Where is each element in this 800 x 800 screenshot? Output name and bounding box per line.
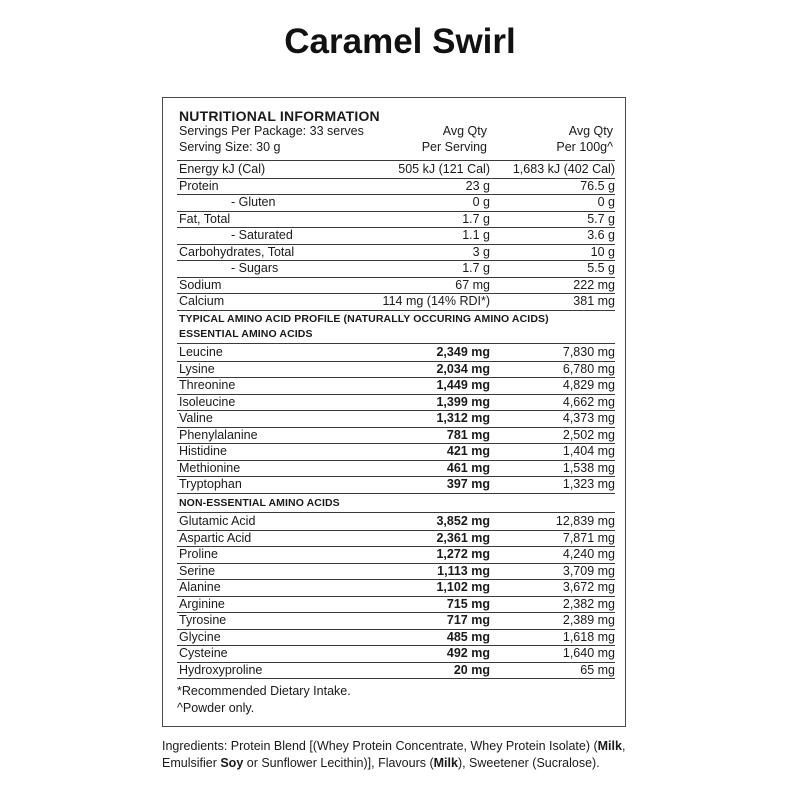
essential-amino-heading: ESSENTIAL AMINO ACIDS [179,328,313,340]
nutrient-per-serving: 1.1 g [462,228,490,242]
amino-per-100g: 4,662 mg [562,394,615,409]
amino-name: Glycine [179,629,221,644]
amino-name: Alanine [179,580,221,594]
amino-per-serving: 461 mg [446,460,490,475]
nutrient-row [177,227,615,245]
amino-row [177,579,615,597]
nutrient-per-serving: 67 mg [455,277,490,292]
amino-per-100g: 2,389 mg [562,613,615,627]
nutrient-name: - Saturated [231,228,293,242]
amino-name: Proline [179,547,218,561]
amino-row [177,645,615,663]
amino-row [177,596,615,614]
amino-row [177,476,615,494]
nutrient-row [177,211,615,229]
amino-per-100g: 3,672 mg [562,580,615,594]
col-header-serving-line1: Avg Qty [442,124,487,138]
nutrient-per-100g: 222 mg [573,277,615,292]
amino-name: Threonine [179,378,236,392]
amino-name: Serine [179,563,216,578]
amino-name: Leucine [179,345,223,359]
amino-per-100g: 4,829 mg [562,378,615,392]
nutrient-per-100g: 381 mg [573,294,615,308]
ingredients-part: or Sunflower Lecithin)], Flavours ( [243,756,434,770]
amino-row [177,377,615,395]
amino-per-serving: 715 mg [446,596,490,611]
amino-per-100g: 1,538 mg [562,460,615,475]
amino-name: Arginine [179,596,225,611]
amino-row [177,612,615,630]
allergen-milk: Milk [597,739,622,753]
amino-name: Valine [179,411,213,425]
ingredients-part: Ingredients: Protein Blend [(Whey Protein Concentrate, Whey Protein Isolate) ( [162,739,598,753]
nutrient-per-100g: 5.7 g [587,211,615,226]
amino-per-100g: 1,404 mg [562,444,615,458]
amino-per-100g: 2,382 mg [562,596,615,611]
amino-per-serving: 397 mg [446,477,490,491]
amino-per-100g: 4,240 mg [562,547,615,561]
nutrient-name: Sodium [179,277,222,292]
amino-name: Tryptophan [179,477,242,491]
amino-row [177,563,615,581]
amino-per-100g: 6,780 mg [562,361,615,376]
nutrition-panel [162,97,626,727]
serving-size: Serving Size: 30 g [179,140,281,154]
nutrient-name: - Sugars [231,261,279,275]
nutrient-row [177,277,615,295]
allergen-soy: Soy [220,756,244,770]
amino-name: Histidine [179,444,227,458]
nutrient-per-serving: 0 g [472,195,490,209]
amino-name: Methionine [179,460,241,475]
amino-profile-heading: TYPICAL AMINO ACID PROFILE (NATURALLY OCCURING AMINO ACIDS) [179,313,549,325]
servings-per-package: Servings Per Package: 33 serves [179,124,364,138]
amino-per-serving: 1,399 mg [436,394,490,409]
amino-row [177,512,615,531]
amino-per-serving: 485 mg [446,629,490,644]
ingredients-part: ), Sweetener (Sucralose). [457,756,600,770]
amino-row [177,546,615,564]
nonessential-amino-heading: NON-ESSENTIAL AMINO ACIDS [179,497,340,509]
amino-per-serving: 1,312 mg [436,411,490,425]
nutrient-per-serving: 114 mg (14% RDI*) [382,294,490,308]
amino-per-100g: 1,323 mg [562,477,615,491]
amino-per-100g: 7,871 mg [562,530,615,545]
amino-per-serving: 2,349 mg [436,345,490,359]
nutrient-row [177,178,615,196]
amino-per-serving: 3,852 mg [436,514,490,528]
nutrient-per-100g: 76.5 g [580,178,615,193]
amino-per-100g: 1,618 mg [562,629,615,644]
amino-per-100g: 7,830 mg [562,345,615,359]
col-header-serving-line2: Per Serving [421,140,487,154]
amino-name: Tyrosine [179,613,227,627]
amino-per-100g: 12,839 mg [555,514,615,528]
nutrient-per-serving: 1.7 g [462,261,490,275]
amino-row [177,361,615,379]
nutrient-row [177,293,615,311]
amino-name: Aspartic Acid [179,530,252,545]
ingredients-part: , Emulsifier [162,739,626,770]
amino-name: Cysteine [179,646,228,660]
nutrient-per-100g: 3.6 g [587,228,615,242]
amino-name: Hydroxyproline [179,662,263,677]
amino-per-serving: 492 mg [446,646,490,660]
footnote-powder: ^Powder only. [177,701,255,715]
nutrient-per-serving: 3 g [472,244,490,259]
amino-row [177,460,615,478]
amino-per-100g: 1,640 mg [562,646,615,660]
amino-per-serving: 1,449 mg [436,378,490,392]
amino-per-100g: 4,373 mg [562,411,615,425]
nutrient-per-serving: 505 kJ (121 Cal) [398,162,490,176]
amino-name: Isoleucine [179,394,236,409]
amino-per-serving: 717 mg [446,613,490,627]
amino-per-serving: 1,102 mg [436,580,490,594]
amino-row [177,662,615,680]
amino-per-100g: 3,709 mg [562,563,615,578]
amino-row [177,410,615,428]
amino-per-serving: 421 mg [446,444,490,458]
amino-row [177,530,615,548]
amino-name: Lysine [179,361,215,376]
nutrient-name: Calcium [179,294,225,308]
amino-per-100g: 2,502 mg [562,427,615,442]
amino-per-serving: 1,272 mg [436,547,490,561]
nutrient-per-serving: 23 g [465,178,490,193]
nutrient-row [177,260,615,278]
nutrient-row [177,160,615,179]
nutrient-name: Fat, Total [179,211,231,226]
amino-row [177,629,615,647]
nutrient-row [177,194,615,212]
product-title: Caramel Swirl [284,22,516,61]
nutrient-name: Protein [179,178,219,193]
nutrient-name: Carbohydrates, Total [179,244,295,259]
amino-per-serving: 2,034 mg [436,361,490,376]
ingredients-text [162,738,632,772]
amino-per-serving: 1,113 mg [437,563,490,578]
nutrient-name: - Gluten [231,195,276,209]
allergen-milk: Milk [433,756,458,770]
amino-name: Glutamic Acid [179,514,256,528]
amino-per-serving: 2,361 mg [436,530,490,545]
nutrient-per-serving: 1.7 g [462,211,490,226]
nutrient-per-100g: 0 g [597,195,615,209]
nutrient-per-100g: 1,683 kJ (402 Cal) [512,162,615,176]
amino-name: Phenylalanine [179,427,258,442]
amino-row [177,343,615,362]
nutrient-per-100g: 10 g [590,244,615,259]
footnote-rdi: *Recommended Dietary Intake. [177,684,351,698]
amino-row [177,427,615,445]
col-header-100g-line1: Avg Qty [568,124,613,138]
amino-row [177,394,615,412]
nutrient-per-100g: 5.5 g [587,261,615,275]
amino-per-serving: 20 mg [453,662,490,677]
amino-per-serving: 781 mg [446,427,490,442]
nutrition-heading: NUTRITIONAL INFORMATION [179,108,380,124]
amino-row [177,443,615,461]
amino-per-100g: 65 mg [580,662,615,677]
nutrient-name: Energy kJ (Cal) [179,162,266,176]
col-header-100g-line2: Per 100g^ [556,140,613,154]
nutrient-row [177,244,615,262]
